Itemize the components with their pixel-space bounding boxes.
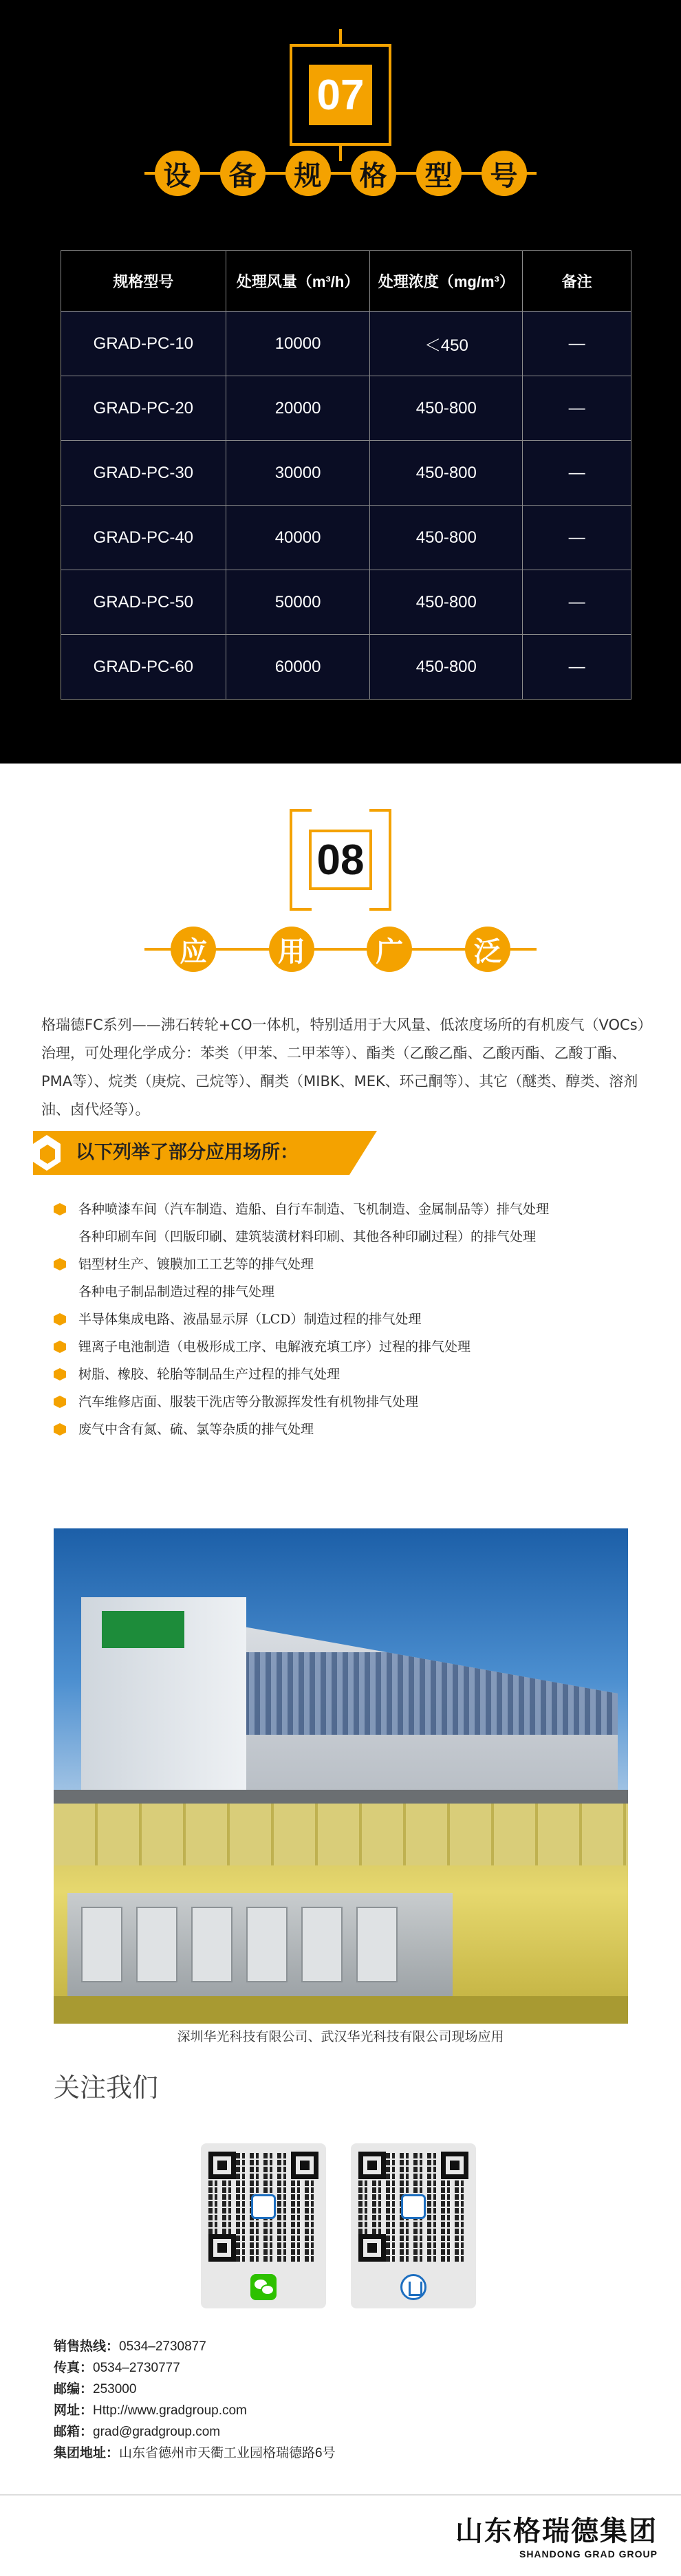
table-row [61, 635, 631, 700]
site-photo [54, 1528, 628, 2024]
equipment-hall [54, 1804, 628, 2024]
list-item: 锂离子电池制造（电极形成工序、电解液充填工序）过程的排气处理 [54, 1333, 659, 1361]
title-char: 设 [155, 151, 200, 196]
cell-concentration: ＜450 [370, 312, 523, 376]
contact-row: 传真：0534–2730777 [54, 2361, 180, 2375]
cell-airflow: 60000 [226, 635, 370, 700]
brand-logo-icon [401, 2194, 426, 2219]
cell-remark: — [523, 312, 631, 376]
cell-airflow: 10000 [226, 312, 370, 376]
brand-name-cn: 山东格瑞德集团 [455, 2515, 658, 2547]
cell-model: GRAD-PC-50 [61, 570, 226, 635]
address: 山东省德州市天衢工业园格瑞德路6号 [119, 2446, 336, 2460]
cell-airflow: 20000 [226, 376, 370, 441]
cell-remark: — [523, 635, 631, 700]
brand-logo [455, 2509, 658, 2559]
cell-airflow: 30000 [226, 441, 370, 506]
follow-title: 关注我们 [54, 2072, 159, 2103]
cell-remark: — [523, 376, 631, 441]
title-char: 泛 [465, 927, 510, 972]
cell-remark: — [523, 506, 631, 570]
photo-caption: 深圳华光科技有限公司、武汉华光科技有限公司现场应用 [177, 2029, 504, 2044]
grad-logo-icon [400, 2274, 426, 2300]
header-airflow: 处理风量（m³/h） [226, 251, 370, 312]
list-item: 汽车维修店面、服装干洗店等分散源挥发性有机物排气处理 [54, 1388, 659, 1416]
contact-row: 网址：Http://www.gradgroup.com [54, 2403, 247, 2418]
qr-card-wechat[interactable] [201, 2143, 326, 2308]
hexagon-bullet-icon [54, 1341, 66, 1353]
cell-concentration: 450-800 [370, 376, 523, 441]
table-header-row [61, 251, 631, 312]
section-title [144, 147, 537, 199]
hexagon-bullet-icon [54, 1423, 66, 1436]
cell-concentration: 450-800 [370, 506, 523, 570]
spec-table [61, 250, 631, 700]
contact-row: 邮箱：grad@gradgroup.com [54, 2425, 221, 2439]
email-link[interactable]: grad@gradgroup.com [93, 2425, 221, 2439]
table-row [61, 570, 631, 635]
cell-remark: — [523, 570, 631, 635]
table-row [61, 506, 631, 570]
banner-text: 以下列举了部分应用场所： [76, 1142, 299, 1163]
header-model: 规格型号 [61, 251, 226, 312]
hexagon-bullet-icon [54, 1258, 66, 1270]
header-concentration: 处理浓度（mg/m³） [370, 251, 523, 312]
title-char: 用 [269, 927, 314, 972]
list-item: 各种喷漆车间（汽车制造、造船、自行车制造、飞机制造、金属制品等）排气处理 [54, 1195, 659, 1223]
fax-number: 0534–2730777 [93, 2361, 180, 2375]
cell-concentration: 450-800 [370, 441, 523, 506]
cell-model: GRAD-PC-10 [61, 312, 226, 376]
wechat-icon [250, 2274, 277, 2300]
applications-list [54, 1195, 659, 1443]
title-char: 号 [482, 151, 527, 196]
list-item: 各种电子制品制造过程的排气处理 [78, 1284, 275, 1299]
hexagon-bullet-icon [54, 1313, 66, 1325]
contact-info [54, 2336, 336, 2464]
table-row [61, 376, 631, 441]
brand-logo-icon [251, 2194, 276, 2219]
list-item: 各种印刷车间（凹版印刷、建筑装潢材料印刷、其他各种印刷过程）的排气处理 [78, 1229, 537, 1244]
title-char: 广 [367, 927, 412, 972]
hexagon-bullet-icon [54, 1203, 66, 1215]
intro-paragraph: 格瑞德FC系列——沸石转轮+CO一体机，特别适用于大风量、低浓度场所的有机废气（VOCs）治理，可处理化学成分：苯类（甲苯、二甲苯等）、酯类（乙酸乙酯、乙酸丙酯、乙酸丁酯、PMA等）、烷类（庚烷、己烷等）、酮类（MIBK、MEK、环己酮等）、其它（醚类、醇类、溶剂油、卤代烃等）。 [41, 1017, 645, 1118]
website-link[interactable]: Http://www.gradgroup.com [93, 2403, 247, 2418]
list-item: 铝型材生产、镀膜加工工艺等的排气处理 [54, 1251, 659, 1278]
brand-name-en: SHANDONG GRAD GROUP [519, 2548, 658, 2559]
cell-airflow: 40000 [226, 506, 370, 570]
title-char: 规 [285, 151, 331, 196]
list-item: 废气中含有氮、硫、氯等杂质的排气处理 [54, 1416, 659, 1443]
contact-row: 销售热线：0534–2730877 [54, 2339, 206, 2354]
qr-card-grad[interactable] [351, 2143, 476, 2308]
hexagon-bullet-icon [54, 1368, 66, 1381]
spec-section [0, 0, 681, 764]
title-char: 应 [171, 927, 216, 972]
title-char: 型 [416, 151, 462, 196]
treatment-unit [67, 1893, 453, 2003]
title-char: 备 [220, 151, 266, 196]
building-sign [102, 1611, 184, 1648]
applications-banner [33, 1131, 391, 1175]
office-building [81, 1597, 246, 1797]
list-item: 树脂、橡胶、轮胎等制品生产过程的排气处理 [54, 1361, 659, 1388]
title-char: 格 [351, 151, 396, 196]
cell-model: GRAD-PC-30 [61, 441, 226, 506]
section-title [144, 923, 537, 975]
sales-hotline[interactable]: 0534–2730877 [119, 2339, 206, 2354]
section-number: 07 [309, 65, 372, 125]
table-row [61, 441, 631, 506]
cell-model: GRAD-PC-20 [61, 376, 226, 441]
cell-remark: — [523, 441, 631, 506]
section-number-07 [290, 44, 391, 146]
divider [0, 2494, 681, 2496]
contact-row: 邮编：253000 [54, 2382, 137, 2396]
cell-airflow: 50000 [226, 570, 370, 635]
section-number: 08 [309, 830, 372, 890]
cell-concentration: 450-800 [370, 570, 523, 635]
cell-model: GRAD-PC-40 [61, 506, 226, 570]
postcode: 253000 [93, 2382, 137, 2396]
section-number-08 [290, 809, 391, 911]
table-row [61, 312, 631, 376]
list-item: 半导体集成电路、液晶显示屏（LCD）制造过程的排气处理 [54, 1306, 659, 1333]
hexagon-bullet-icon [54, 1396, 66, 1408]
contact-row: 集团地址：山东省德州市天衢工业园格瑞德路6号 [54, 2446, 336, 2460]
cell-concentration: 450-800 [370, 635, 523, 700]
header-remark: 备注 [523, 251, 631, 312]
cell-model: GRAD-PC-60 [61, 635, 226, 700]
